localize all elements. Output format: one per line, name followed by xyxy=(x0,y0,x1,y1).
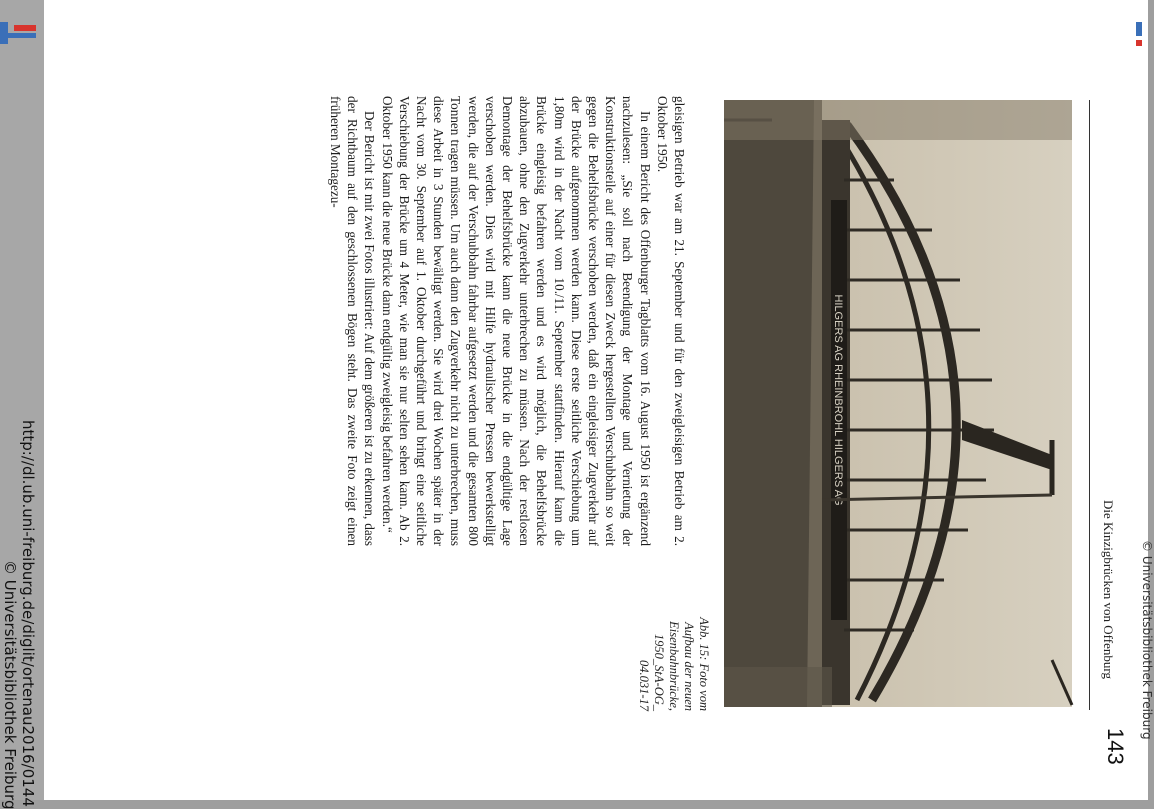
paragraph: gleisigen Betrieb war am 21. September und für den zweigleisigen Betrieb am 2. Oktober 1950. xyxy=(654,96,687,546)
source-url[interactable]: http://dl.ub.uni-freiburg.de/diglit/ortenau2016/0144 xyxy=(19,420,37,807)
bridge-photo-drawing xyxy=(724,100,1072,707)
paragraph: Der Bericht ist mit zwei Fotos illustriert: Auf dem größeren ist zu erkennen, dass der Richtbaum auf den geschlossenen Bögen steht. Das zweite Foto zeigt einen früheren Montagezu- xyxy=(327,96,378,546)
body-text xyxy=(327,96,688,546)
caption-line: Eisenbahnbrücke, xyxy=(667,621,681,711)
left-margin-strip xyxy=(0,0,44,809)
bridge-sign-text: HILGERS AG RHEINBROHL HILGERS AG xyxy=(832,294,844,506)
figure-caption xyxy=(636,566,711,711)
right-edge-info xyxy=(1134,0,1154,800)
page-number: 143 xyxy=(1103,728,1128,765)
caption-line: Aufbau der neuen xyxy=(682,622,696,711)
page-content-rotated xyxy=(44,0,1148,800)
caption-line: 1950_StA-OG_ xyxy=(652,633,666,711)
right-edge-copyright: © Universitätsbibliothek Freiburg xyxy=(1140,540,1154,740)
header-rule xyxy=(1089,100,1090,710)
caption-line: Abb. 15: Foto vom xyxy=(697,617,711,711)
paragraph: In einem Bericht des Offenburger Tagblatts vom 16. August 1950 ist ergänzend nachzulesen: „Sie soll nach Beendigung der Montage und Vernietung der Konstruktionsteile auf einer für diesen Zweck hergestellten Verschubbahn so weit gegen die Behelfsbrücke verschoben werden, daß ein eingleisiger Zugverkehr auf der Brücke aufgenommen werden kann. Diese erste seitliche Verschiebung um 1,80m wird in der Nacht vom 10./11. September stattfinden. Hierauf kann die Brücke eingleisig befahren werden und es wird möglich, die Behelfsbrücke abzubauen, ohne den Zugverkehr unterbrechen zu müssen. Nach der restlosen Demontage der Behelfsbrücke kann die neue Brücke in die endgültige Lage verschoben werden. Dies wird mit Hilfe hydraulischer Pressen bewerkstelligt werden, die auf der Verschubbahn fahrbar aufgesetzt werden und die gesamten 800 Tonnen tragen müssen. Um auch dann den Zugverkehr nicht zu unterbrechen, muss diese Arbeit in 3 Stunden bewältigt werden. Sie wird drei Wochen später in der Nacht vom 30. September auf 1. Oktober durchgeführt und bringt eine seitliche Verschiebung der Brücke um 4 Meter, wie man sie nur selten sehen kann. Ab 2. Oktober 1950 kann die neue Brücke dann endgültig zweigleisig befahren werden.“ xyxy=(379,96,653,546)
scanned-page xyxy=(44,0,1148,800)
railway-bridge-photo xyxy=(724,100,1072,707)
running-head: Die Kinzigbrücken von Offenburg xyxy=(1101,500,1116,679)
copyright-text: © Universitätsbibliothek Freiburg xyxy=(1,560,19,809)
caption-line: 04.031-17 xyxy=(637,659,651,711)
side-info xyxy=(0,0,44,809)
